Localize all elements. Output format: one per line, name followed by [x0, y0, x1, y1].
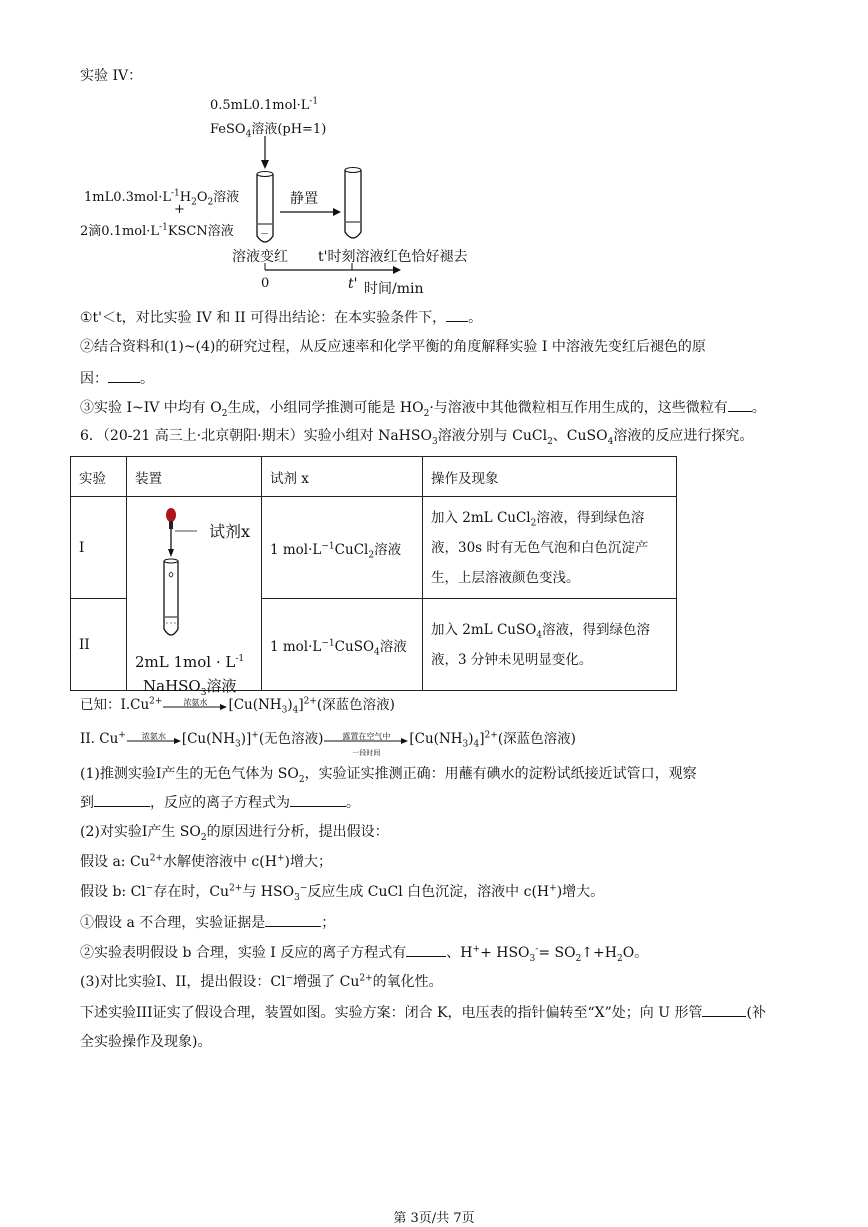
header-cell: 实验 — [71, 457, 127, 497]
svg-text:—: — — [261, 229, 268, 237]
answer-blank[interactable] — [265, 912, 321, 927]
apparatus-cell — [127, 497, 262, 698]
question-b2: (2)对实验I产生 $SO_2$的原因进行分析，提出假设： — [80, 824, 389, 843]
reagent-top-line1: $0.5mL0.1mol\cdot L^{-1}$ — [210, 96, 319, 113]
reagent-left-line2: 2滴$0.1mol\cdot L^{-1}KSCN$溶液 — [80, 222, 234, 239]
question-c2: ②实验表明假设 b 合理，实验 I 反应的离子方程式有 、$H^++ HSO_3^-=$ $SO_2↑+H_2O$。 — [80, 942, 648, 963]
question-b3: (3)对比实验I、II，提出假设：Cl−增强了 $Cu^{2+}$的氧化性。 — [80, 973, 443, 990]
hypothesis-a: 假设 a: $Cu^{2+}$水解使溶液中 c(H+)增大； — [80, 853, 332, 870]
experiment-table — [70, 456, 677, 698]
exp-id-cell: I — [71, 497, 127, 599]
reagent-left-line1: $1mL0.3mol\cdot L^{-1}H_2O_2$溶液 — [84, 188, 240, 208]
axis-unit: 时间/min — [364, 281, 424, 297]
obs-line: 加入 2mL CuSO$_4$溶液，得到绿色溶 — [431, 621, 651, 641]
question-a2-line2: 因： 。 — [80, 368, 154, 389]
question-b4-line1: 下述实验III证实了假设合理，装置如图。实验方案：闭合 K，电压表的指针偏转至“X”处；向 U 形管 (补 — [80, 1002, 766, 1023]
obs-line: 液，30s 时有无色气泡和白色沉淀产 — [431, 539, 649, 556]
dropper-and-tube-illustration — [157, 501, 217, 641]
observation-cell — [423, 497, 677, 599]
answer-blank[interactable] — [290, 792, 346, 807]
axis-zero: 0 — [261, 276, 270, 291]
question-a3: ③实验 I~IV 中均有 $O_2$生成，小组同学推测可能是 $HO_2\cdot$与溶液中其他微粒相互作用生成的，这些微粒有 。 — [80, 397, 766, 418]
question-b1-line2: 到 ，反应的离子方程式为 。 — [80, 792, 360, 813]
known-line1: 已知：$I.Cu^{2+}$ 浓氨水 $[Cu(NH_3)_4]^{2+}$(深蓝色溶液) — [80, 696, 395, 716]
question-b1-line1: (1)推测实验I产生的无色气体为 $SO_2$，实验证实推测正确：用蘸有碘水的淀粉试纸接近试管口，观察 — [80, 766, 697, 785]
answer-blank[interactable] — [728, 397, 752, 412]
exp4-title: 实验 IV： — [80, 68, 143, 84]
question-a2-line1: ②结合资料和(1)~(4)的研究过程，从反应速率和化学平衡的角度解释实验 I 中溶液先变红后褪色的原 — [80, 339, 706, 355]
page-number: 第 3页/共 7页 — [393, 1211, 475, 1226]
answer-blank[interactable] — [702, 1002, 746, 1017]
reagent-top-line2: FeSO$_4$溶液(pH=1) — [210, 122, 327, 140]
hypothesis-b: 假设 b: Cl−存在时，$Cu^{2+}$与 $HSO_3^-$反应生成 CuCl 白色沉淀，溶液中 c(H+)增大。 — [80, 883, 605, 903]
header-cell: 操作及现象 — [423, 457, 677, 497]
answer-blank[interactable] — [406, 942, 446, 957]
answer-blank[interactable] — [94, 792, 150, 807]
plus-sign: + — [174, 202, 185, 217]
reaction-arrow: 浓氨水 — [162, 697, 228, 715]
exp-id-cell: II — [71, 599, 127, 691]
question-a1: ①t'＜t，对比实验 IV 和 II 可得出结论：在本实验条件下， 。 — [80, 307, 482, 328]
question-c1: ①假设 a 不合理，实验证据是 ； — [80, 912, 335, 933]
apparatus-bottom-line2: NaHSO$_3$溶液 — [143, 677, 237, 698]
obs-line: 加入 2mL CuCl$_2$溶液，得到绿色溶 — [431, 509, 645, 529]
header-cell: 装置 — [127, 457, 262, 497]
header-cell: 试剂 x — [262, 457, 423, 497]
table-row — [71, 497, 677, 599]
reaction-arrow: 露置在空气中 一段时间 — [323, 731, 409, 749]
reagent-cell: 1 $mol\cdot L^{-1}CuCl_2$溶液 — [262, 497, 423, 599]
known-line2: II. Cu+ 浓氨水 $[Cu(NH_3)]^+$(无色溶液) 露置在空气中 一段时间 $[Cu(NH_3)_4]^{2+}$(深蓝色溶液) — [80, 730, 576, 757]
question-b4-line2: 全实验操作及现象)。 — [80, 1034, 212, 1050]
problem6-intro: 6．（20-21 高三上·北京朝阳·期末）实验小组对 NaHSO$_3$溶液分别与 CuCl$_2$、CuSO$_4$溶液的反应进行探究。 — [80, 428, 754, 447]
answer-blank[interactable] — [108, 368, 140, 383]
table-header-row — [71, 457, 677, 497]
obs-line: 液，3 分钟未见明显变化。 — [431, 651, 593, 668]
apparatus-label-x: 试剂x — [209, 522, 251, 541]
arrow-label: 静置 — [290, 191, 318, 207]
obs-line: 生，上层溶液颜色变浅。 — [431, 569, 580, 586]
caption-right: t'时刻溶液红色恰好褪去 — [318, 249, 468, 265]
observation-cell — [423, 599, 677, 691]
axis-t: t' — [348, 276, 358, 292]
reagent-cell: 1 $mol\cdot L^{-1}CuSO_4$溶液 — [262, 599, 423, 691]
apparatus-bottom-line1: 2mL $1mol \cdot L^{-1}$ — [135, 653, 245, 671]
caption-left: 溶液变红 — [232, 249, 288, 265]
reaction-arrow: 浓氨水 — [126, 731, 182, 749]
answer-blank[interactable] — [446, 307, 468, 322]
